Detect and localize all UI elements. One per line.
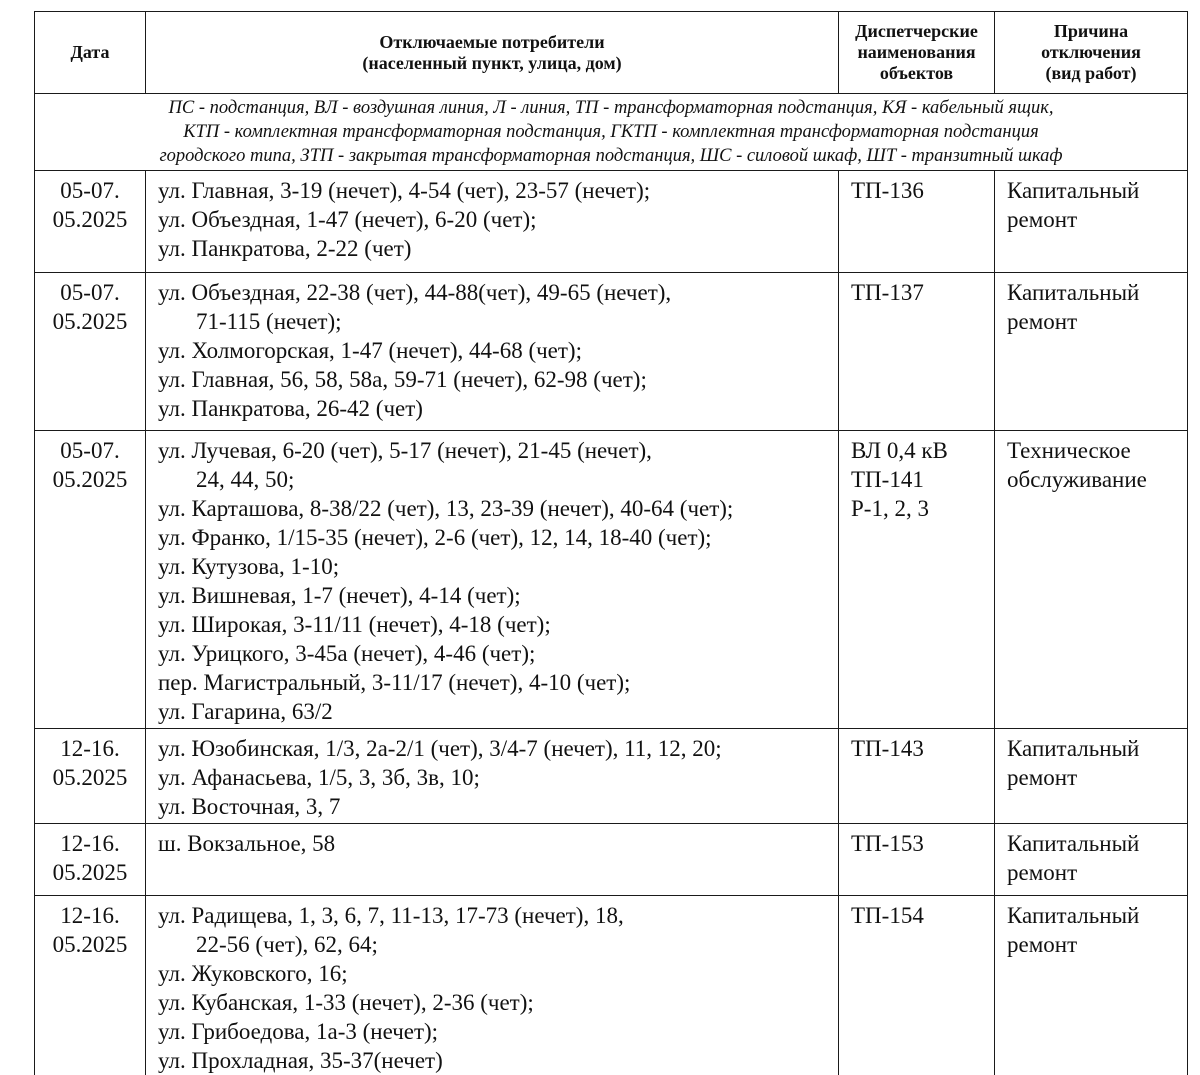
date-line1: 12-16. [35,734,145,763]
header-objects-line3: объектов [839,63,994,84]
table-row [35,431,1188,729]
consumers-cell [146,729,839,824]
object-line: Р-1, 2, 3 [851,494,994,523]
object-cell [839,431,995,729]
consumer-line: ул. Панкратова, 26-42 (чет) [158,394,838,423]
abbreviation-legend [35,94,1188,171]
header-consumers [146,12,839,94]
consumer-line: пер. Магистральный, 3-11/17 (нечет), 4-10 (чет); [158,668,838,697]
table-row [35,896,1188,1075]
object-line: ТП-153 [851,829,994,858]
object-line: ВЛ 0,4 кВ [851,436,994,465]
table-row [35,273,1188,431]
consumer-line: ул. Восточная, 3, 7 [158,792,838,821]
consumer-line: ул. Главная, 3-19 (нечет), 4-54 (чет), 23-57 (нечет); [158,176,838,205]
consumer-line: ул. Гагарина, 63/2 [158,697,838,726]
date-line1: 05-07. [35,278,145,307]
header-date-label: Дата [71,42,110,62]
header-reason-line3: (вид работ) [995,63,1187,84]
consumer-line: ул. Карташова, 8-38/22 (чет), 13, 23-39 (нечет), 40-64 (чет); [158,494,838,523]
consumer-line-continuation: 22-56 (чет), 62, 64; [158,930,838,959]
header-objects [839,12,995,94]
consumer-line-continuation: 24, 44, 50; [158,465,838,494]
consumer-line: ул. Вишневая, 1-7 (нечет), 4-14 (чет); [158,581,838,610]
header-objects-line1: Диспетчерские [839,21,994,42]
table-row [35,729,1188,824]
consumer-line: ул. Панкратова, 2-22 (чет) [158,234,838,263]
consumer-line: ш. Вокзальное, 58 [158,829,838,858]
reason-line: ремонт [1007,858,1187,887]
consumer-line: ул. Грибоедова, 1а-3 (нечет); [158,1017,838,1046]
reason-line: ремонт [1007,930,1187,959]
consumer-line: ул. Холмогорская, 1-47 (нечет), 44-68 (чет); [158,336,838,365]
date-line2: 05.2025 [35,307,145,336]
date-line2: 05.2025 [35,858,145,887]
consumers-cell [146,171,839,273]
consumer-line: ул. Кубанская, 1-33 (нечет), 2-36 (чет); [158,988,838,1017]
consumer-line-continuation: 71-115 (нечет); [158,307,838,336]
outage-schedule-table [34,11,1188,1075]
reason-line: обслуживание [1007,465,1187,494]
date-line2: 05.2025 [35,763,145,792]
reason-line: ремонт [1007,307,1187,336]
object-cell [839,729,995,824]
date-cell [35,273,146,431]
legend-row [35,94,1188,171]
reason-line: ремонт [1007,763,1187,792]
object-cell [839,171,995,273]
object-line: ТП-137 [851,278,994,307]
header-objects-line2: наименования [839,42,994,63]
reason-line: Капитальный [1007,734,1187,763]
consumer-line: ул. Прохладная, 35-37(нечет) [158,1046,838,1075]
consumer-line: ул. Радищева, 1, 3, 6, 7, 11-13, 17-73 (нечет), 18, [158,901,838,930]
object-line: ТП-154 [851,901,994,930]
date-line2: 05.2025 [35,465,145,494]
consumers-cell [146,824,839,896]
consumer-line: ул. Урицкого, 3-45а (нечет), 4-46 (чет); [158,639,838,668]
header-consumers-line2: (населенный пункт, улица, дом) [146,53,838,74]
legend-line2: КТП - комплектная трансформаторная подстанция, ГКТП - комплектная трансформаторная подстанция [39,120,1183,144]
reason-line: ремонт [1007,205,1187,234]
date-cell [35,729,146,824]
consumers-cell [146,273,839,431]
header-reason [995,12,1188,94]
date-cell [35,171,146,273]
date-line1: 05-07. [35,436,145,465]
consumer-line: ул. Лучевая, 6-20 (чет), 5-17 (нечет), 21-45 (нечет), [158,436,838,465]
date-line2: 05.2025 [35,205,145,234]
date-line1: 05-07. [35,176,145,205]
date-cell [35,824,146,896]
date-line1: 12-16. [35,829,145,858]
object-line: ТП-136 [851,176,994,205]
consumer-line: ул. Юзобинская, 1/3, 2а-2/1 (чет), 3/4-7 (нечет), 11, 12, 20; [158,734,838,763]
reason-cell [995,431,1188,729]
legend-line1: ПС - подстанция, ВЛ - воздушная линия, Л - линия, ТП - трансформаторная подстанция, КЯ - кабельный ящик, [39,96,1183,120]
reason-cell [995,171,1188,273]
header-reason-line2: отключения [995,42,1187,63]
reason-line: Капитальный [1007,829,1187,858]
reason-line: Капитальный [1007,901,1187,930]
consumer-line: ул. Кутузова, 1-10; [158,552,838,581]
reason-line: Капитальный [1007,176,1187,205]
reason-cell [995,273,1188,431]
reason-line: Техническое [1007,436,1187,465]
consumers-cell [146,896,839,1075]
date-cell [35,896,146,1075]
consumer-line: ул. Широкая, 3-11/11 (нечет), 4-18 (чет); [158,610,838,639]
table-row [35,824,1188,896]
table-row [35,171,1188,273]
object-cell [839,896,995,1075]
reason-line: Капитальный [1007,278,1187,307]
header-reason-line1: Причина [995,21,1187,42]
consumers-cell [146,431,839,729]
reason-cell [995,729,1188,824]
object-cell [839,273,995,431]
consumer-line: ул. Франко, 1/15-35 (нечет), 2-6 (чет), 12, 14, 18-40 (чет); [158,523,838,552]
consumer-line: ул. Главная, 56, 58, 58а, 59-71 (нечет), 62-98 (чет); [158,365,838,394]
object-line: ТП-143 [851,734,994,763]
object-cell [839,824,995,896]
consumer-line: ул. Жуковского, 16; [158,959,838,988]
date-line2: 05.2025 [35,930,145,959]
header-date [35,12,146,94]
legend-line3: городского типа, ЗТП - закрытая трансформаторная подстанция, ШС - силовой шкаф, ШТ - транзитный шкаф [39,144,1183,168]
date-line1: 12-16. [35,901,145,930]
consumer-line: ул. Афанасьева, 1/5, 3, 3б, 3в, 10; [158,763,838,792]
object-line: ТП-141 [851,465,994,494]
header-row [35,12,1188,94]
consumer-line: ул. Объездная, 22-38 (чет), 44-88(чет), 49-65 (нечет), [158,278,838,307]
reason-cell [995,896,1188,1075]
header-consumers-line1: Отключаемые потребители [146,32,838,53]
consumer-line: ул. Объездная, 1-47 (нечет), 6-20 (чет); [158,205,838,234]
reason-cell [995,824,1188,896]
date-cell [35,431,146,729]
